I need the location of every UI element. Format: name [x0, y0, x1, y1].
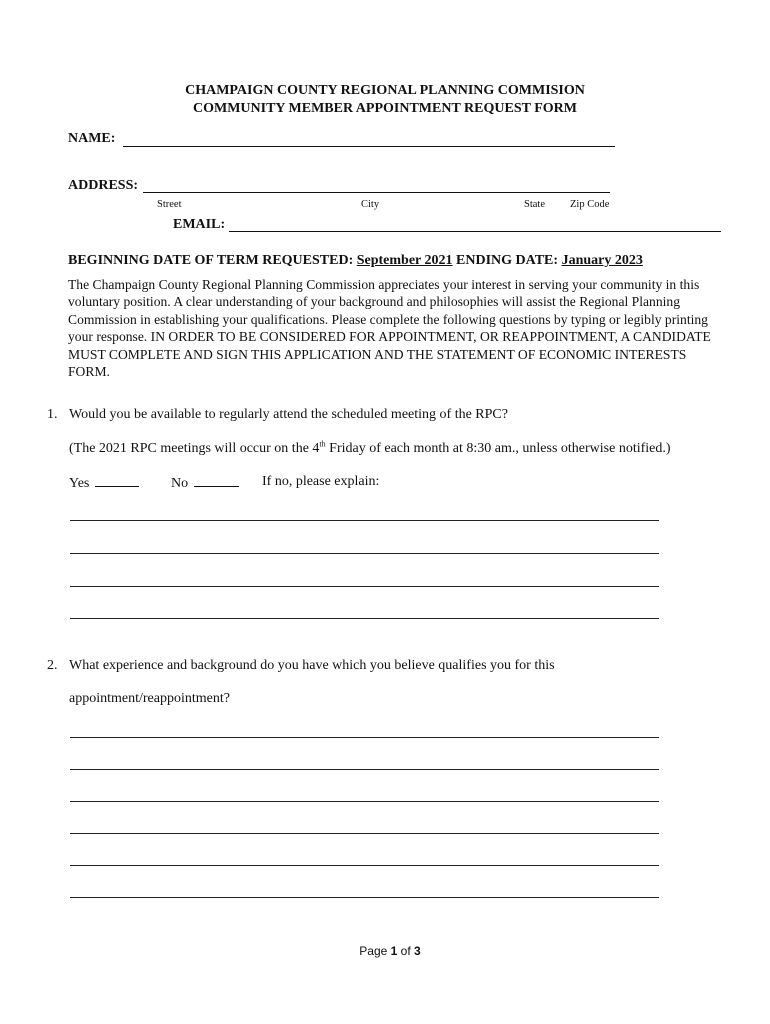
page-prefix: Page [359, 944, 391, 958]
question2-text-line2: appointment/reappointment? [69, 691, 230, 706]
question1-number: 1. [47, 407, 58, 422]
q2-answer-line-6[interactable] [70, 897, 659, 898]
state-caption: State [524, 199, 545, 210]
explain-label: If no, please explain: [262, 474, 380, 489]
page-number [0, 944, 770, 958]
term-end-value: January 2023 [561, 253, 643, 268]
q2-answer-line-4[interactable] [70, 833, 659, 834]
question2-number: 2. [47, 658, 58, 673]
yes-option [69, 474, 139, 492]
email-field[interactable] [229, 231, 721, 232]
name-label: NAME: [68, 131, 116, 146]
page-total: 3 [414, 944, 421, 958]
q2-answer-line-1[interactable] [70, 737, 659, 738]
q2-answer-line-5[interactable] [70, 865, 659, 866]
name-field[interactable] [123, 146, 615, 147]
page-current: 1 [390, 944, 398, 958]
term-dates [68, 253, 643, 269]
q1-answer-line-2[interactable] [70, 553, 659, 554]
form-title-line2: COMMUNITY MEMBER APPOINTMENT REQUEST FORM [193, 101, 577, 116]
zip-code-caption: Zip Code [570, 199, 610, 210]
term-begin-label: BEGINNING DATE OF TERM REQUESTED: [68, 253, 354, 268]
street-caption: Street [157, 199, 182, 210]
no-blank[interactable] [194, 474, 239, 487]
city-caption: City [361, 199, 380, 210]
address-label: ADDRESS: [68, 178, 139, 193]
form-title-line1: CHAMPAIGN COUNTY REGIONAL PLANNING COMMISION [185, 83, 585, 98]
address-field[interactable] [143, 192, 610, 193]
question1-note-before: (The 2021 RPC meetings will occur on the 4 [69, 441, 320, 456]
q2-answer-line-3[interactable] [70, 801, 659, 802]
q1-answer-line-4[interactable] [70, 618, 659, 619]
intro-paragraph: The Champaign County Regional Planning Commission appreciates your interest in serving your community in this voluntary position. A clear understanding of your background and philosophies will assist the Regional Planning Commission in establishing your qualifications. Please complete the following questions by typing or legibly printing your response. IN ORDER TO BE CONSIDERED FOR APPOINTMENT, OR REAPPOINTMENT, A CANDIDATE MUST COMPLETE AND SIGN THIS APPLICATION AND THE STATEMENT OF ECONOMIC INTERESTS FORM. [68, 277, 711, 380]
question2-text-line1: What experience and background do you have which you believe qualifies you for this [69, 658, 555, 673]
term-begin-value: September 2021 [356, 253, 453, 268]
question1-note-sup: th [319, 439, 326, 449]
question1-text: Would you be available to regularly attend the scheduled meeting of the RPC? [69, 407, 508, 422]
page-of: of [397, 944, 415, 958]
q1-answer-line-3[interactable] [70, 586, 659, 587]
question1-note [69, 441, 671, 457]
term-end-label: ENDING DATE: [456, 253, 559, 268]
q1-answer-line-1[interactable] [70, 520, 659, 521]
yes-blank[interactable] [95, 474, 139, 487]
q2-answer-line-2[interactable] [70, 769, 659, 770]
no-option [171, 474, 239, 492]
question1-note-after: Friday of each month at 8:30 am., unless otherwise notified.) [325, 441, 671, 456]
no-label: No [171, 476, 189, 491]
yes-label: Yes [69, 476, 90, 491]
email-label: EMAIL: [173, 217, 226, 232]
